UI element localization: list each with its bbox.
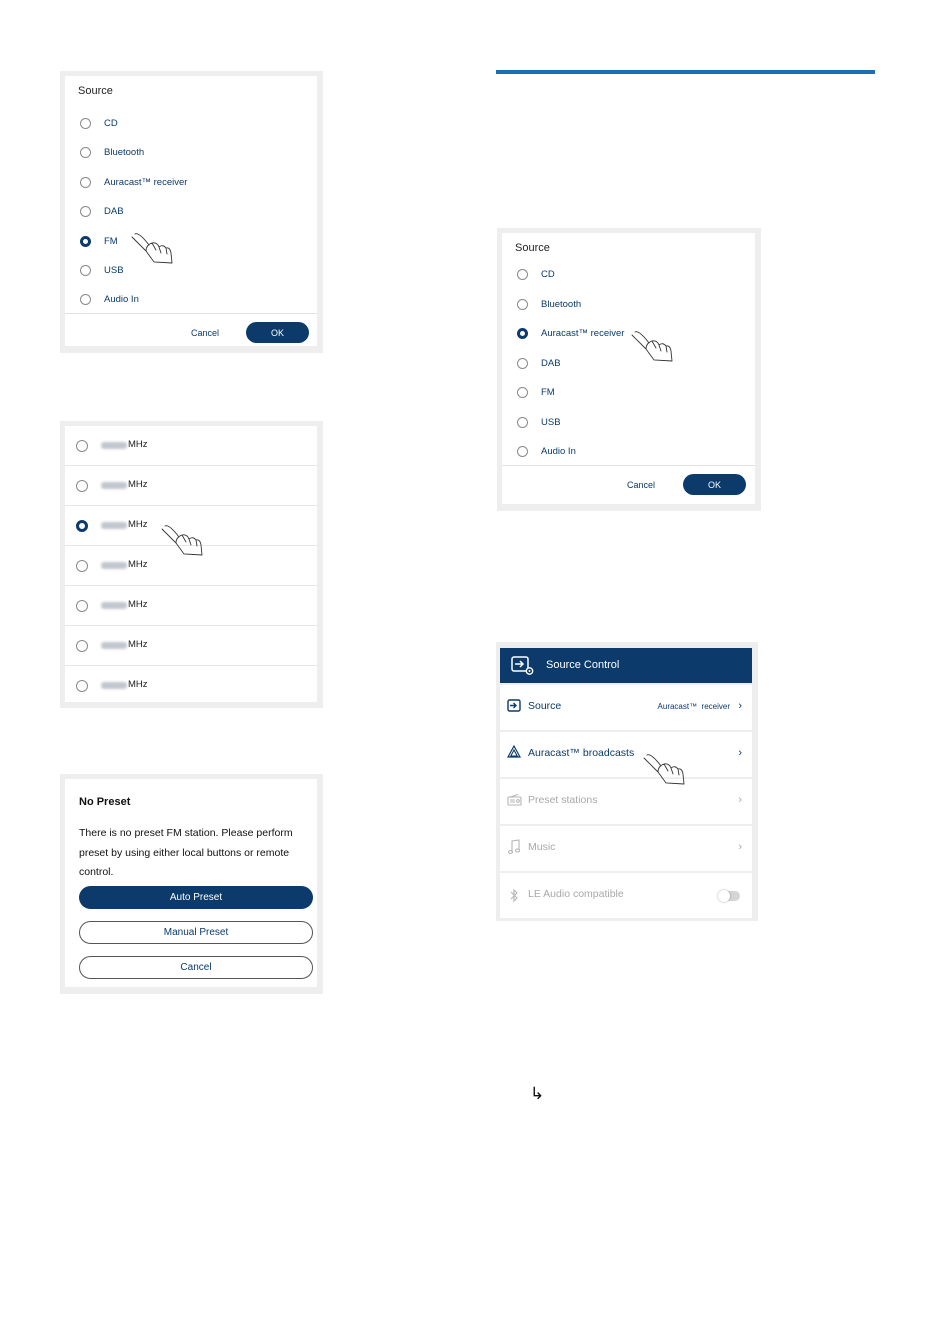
radio-button-icon[interactable] [517,446,528,457]
music-note-icon [507,839,521,855]
result-arrow-icon: ↳ [530,1084,545,1104]
radio-button-icon[interactable] [80,177,91,188]
cancel-button[interactable]: Cancel [191,328,220,338]
radio-button-icon[interactable] [80,147,91,158]
music-row[interactable] [500,826,752,871]
radio-button-icon[interactable] [80,118,91,129]
frequency-row[interactable]: MHz [65,466,317,506]
frequency-row-selected[interactable]: MHz [65,506,317,546]
radio-option-audio-in[interactable]: Audio In [80,290,139,308]
radio-option-auracast[interactable]: Auracast™ receiver [517,324,624,342]
auto-preset-button[interactable]: Auto Preset [79,886,313,909]
dialog-title: Source [78,85,113,97]
music-label: Music [528,841,556,853]
radio-button-selected-icon[interactable] [76,520,88,532]
radio-button-icon[interactable] [80,265,91,276]
frequency-row[interactable]: MHz [65,626,317,666]
chevron-right-icon: › [738,700,742,712]
ok-button[interactable]: OK [683,474,746,495]
cancel-button[interactable]: Cancel [79,956,313,979]
radio-button-icon[interactable] [76,680,88,692]
source-control-screen [496,642,758,921]
le-audio-toggle[interactable] [718,891,740,901]
radio-button-icon[interactable] [76,440,88,452]
le-audio-row [500,873,752,918]
dialog-message: There is no preset FM station. Please perform preset by using either local buttons or remote control. [79,827,293,878]
preset-stations-row[interactable] [500,779,752,824]
pointing-hand-icon [160,523,205,558]
frequency-list-panel [60,421,323,708]
source-dialog-fm [60,71,323,353]
auracast-broadcasts-row[interactable] [500,732,752,777]
chevron-right-icon: › [738,794,742,806]
blurred-frequency [101,562,127,569]
frequency-row[interactable]: MHz [65,426,317,466]
blurred-frequency [101,642,127,649]
divider [65,313,317,314]
source-label: Source [528,700,562,712]
source-row[interactable] [500,685,752,730]
frequency-row[interactable]: MHz [65,666,317,705]
dialog-title: Source [515,242,550,254]
radio-option-auracast[interactable]: Auracast™ receiver [80,173,187,191]
radio-button-icon[interactable] [517,417,528,428]
radio-icon [507,794,522,806]
blurred-frequency [101,602,127,609]
auracast-broadcasts-label: Auracast™ broadcasts [528,747,635,759]
ok-button[interactable]: OK [246,322,309,343]
radio-button-icon[interactable] [517,299,528,310]
radio-button-selected-icon[interactable] [517,328,528,339]
radio-option-usb[interactable]: USB [80,261,124,279]
radio-option-dab[interactable]: DAB [80,202,124,220]
blurred-frequency [101,682,127,689]
radio-button-icon[interactable] [80,206,91,217]
radio-option-audio-in[interactable]: Audio In [517,442,576,460]
divider [502,465,755,466]
pointing-hand-icon [630,329,675,364]
bluetooth-icon [509,888,519,903]
manual-preset-button[interactable]: Manual Preset [79,921,313,944]
dialog-title: No Preset [79,796,131,808]
radio-option-dab[interactable]: DAB [517,354,561,372]
source-dialog-auracast [497,228,761,511]
radio-option-bluetooth[interactable]: Bluetooth [80,143,144,161]
radio-button-icon[interactable] [517,387,528,398]
no-preset-dialog [60,774,323,994]
radio-button-icon[interactable] [76,640,88,652]
chevron-right-icon: › [738,747,742,759]
frequency-row[interactable]: MHz [65,546,317,586]
radio-option-bluetooth[interactable]: Bluetooth [517,295,581,313]
frequency-row[interactable]: MHz [65,586,317,626]
pointing-hand-icon [642,752,687,787]
radio-option-fm[interactable]: FM [517,383,555,401]
radio-button-icon[interactable] [80,294,91,305]
radio-button-icon[interactable] [517,358,528,369]
radio-button-selected-icon[interactable] [80,236,91,247]
le-audio-label: LE Audio compatible [528,888,624,900]
radio-button-icon[interactable] [517,269,528,280]
chevron-right-icon: › [738,841,742,853]
blurred-frequency [101,442,127,449]
preset-stations-label: Preset stations [528,794,598,806]
source-value: Auracast™ receiver [657,702,730,711]
source-control-header [500,648,752,683]
section-rule [496,70,875,74]
radio-button-icon[interactable] [76,600,88,612]
radio-button-icon[interactable] [76,480,88,492]
auracast-icon [507,745,521,759]
header-title: Source Control [546,659,620,671]
blurred-frequency [101,522,127,529]
radio-option-usb[interactable]: USB [517,413,561,431]
radio-button-icon[interactable] [76,560,88,572]
source-settings-icon [511,656,535,676]
cancel-button[interactable]: Cancel [627,480,656,490]
source-input-icon [507,699,521,712]
pointing-hand-icon [130,231,175,266]
radio-option-fm[interactable]: FM [80,232,118,250]
radio-option-cd[interactable]: CD [517,265,555,283]
blurred-frequency [101,482,127,489]
radio-option-cd[interactable]: CD [80,114,118,132]
